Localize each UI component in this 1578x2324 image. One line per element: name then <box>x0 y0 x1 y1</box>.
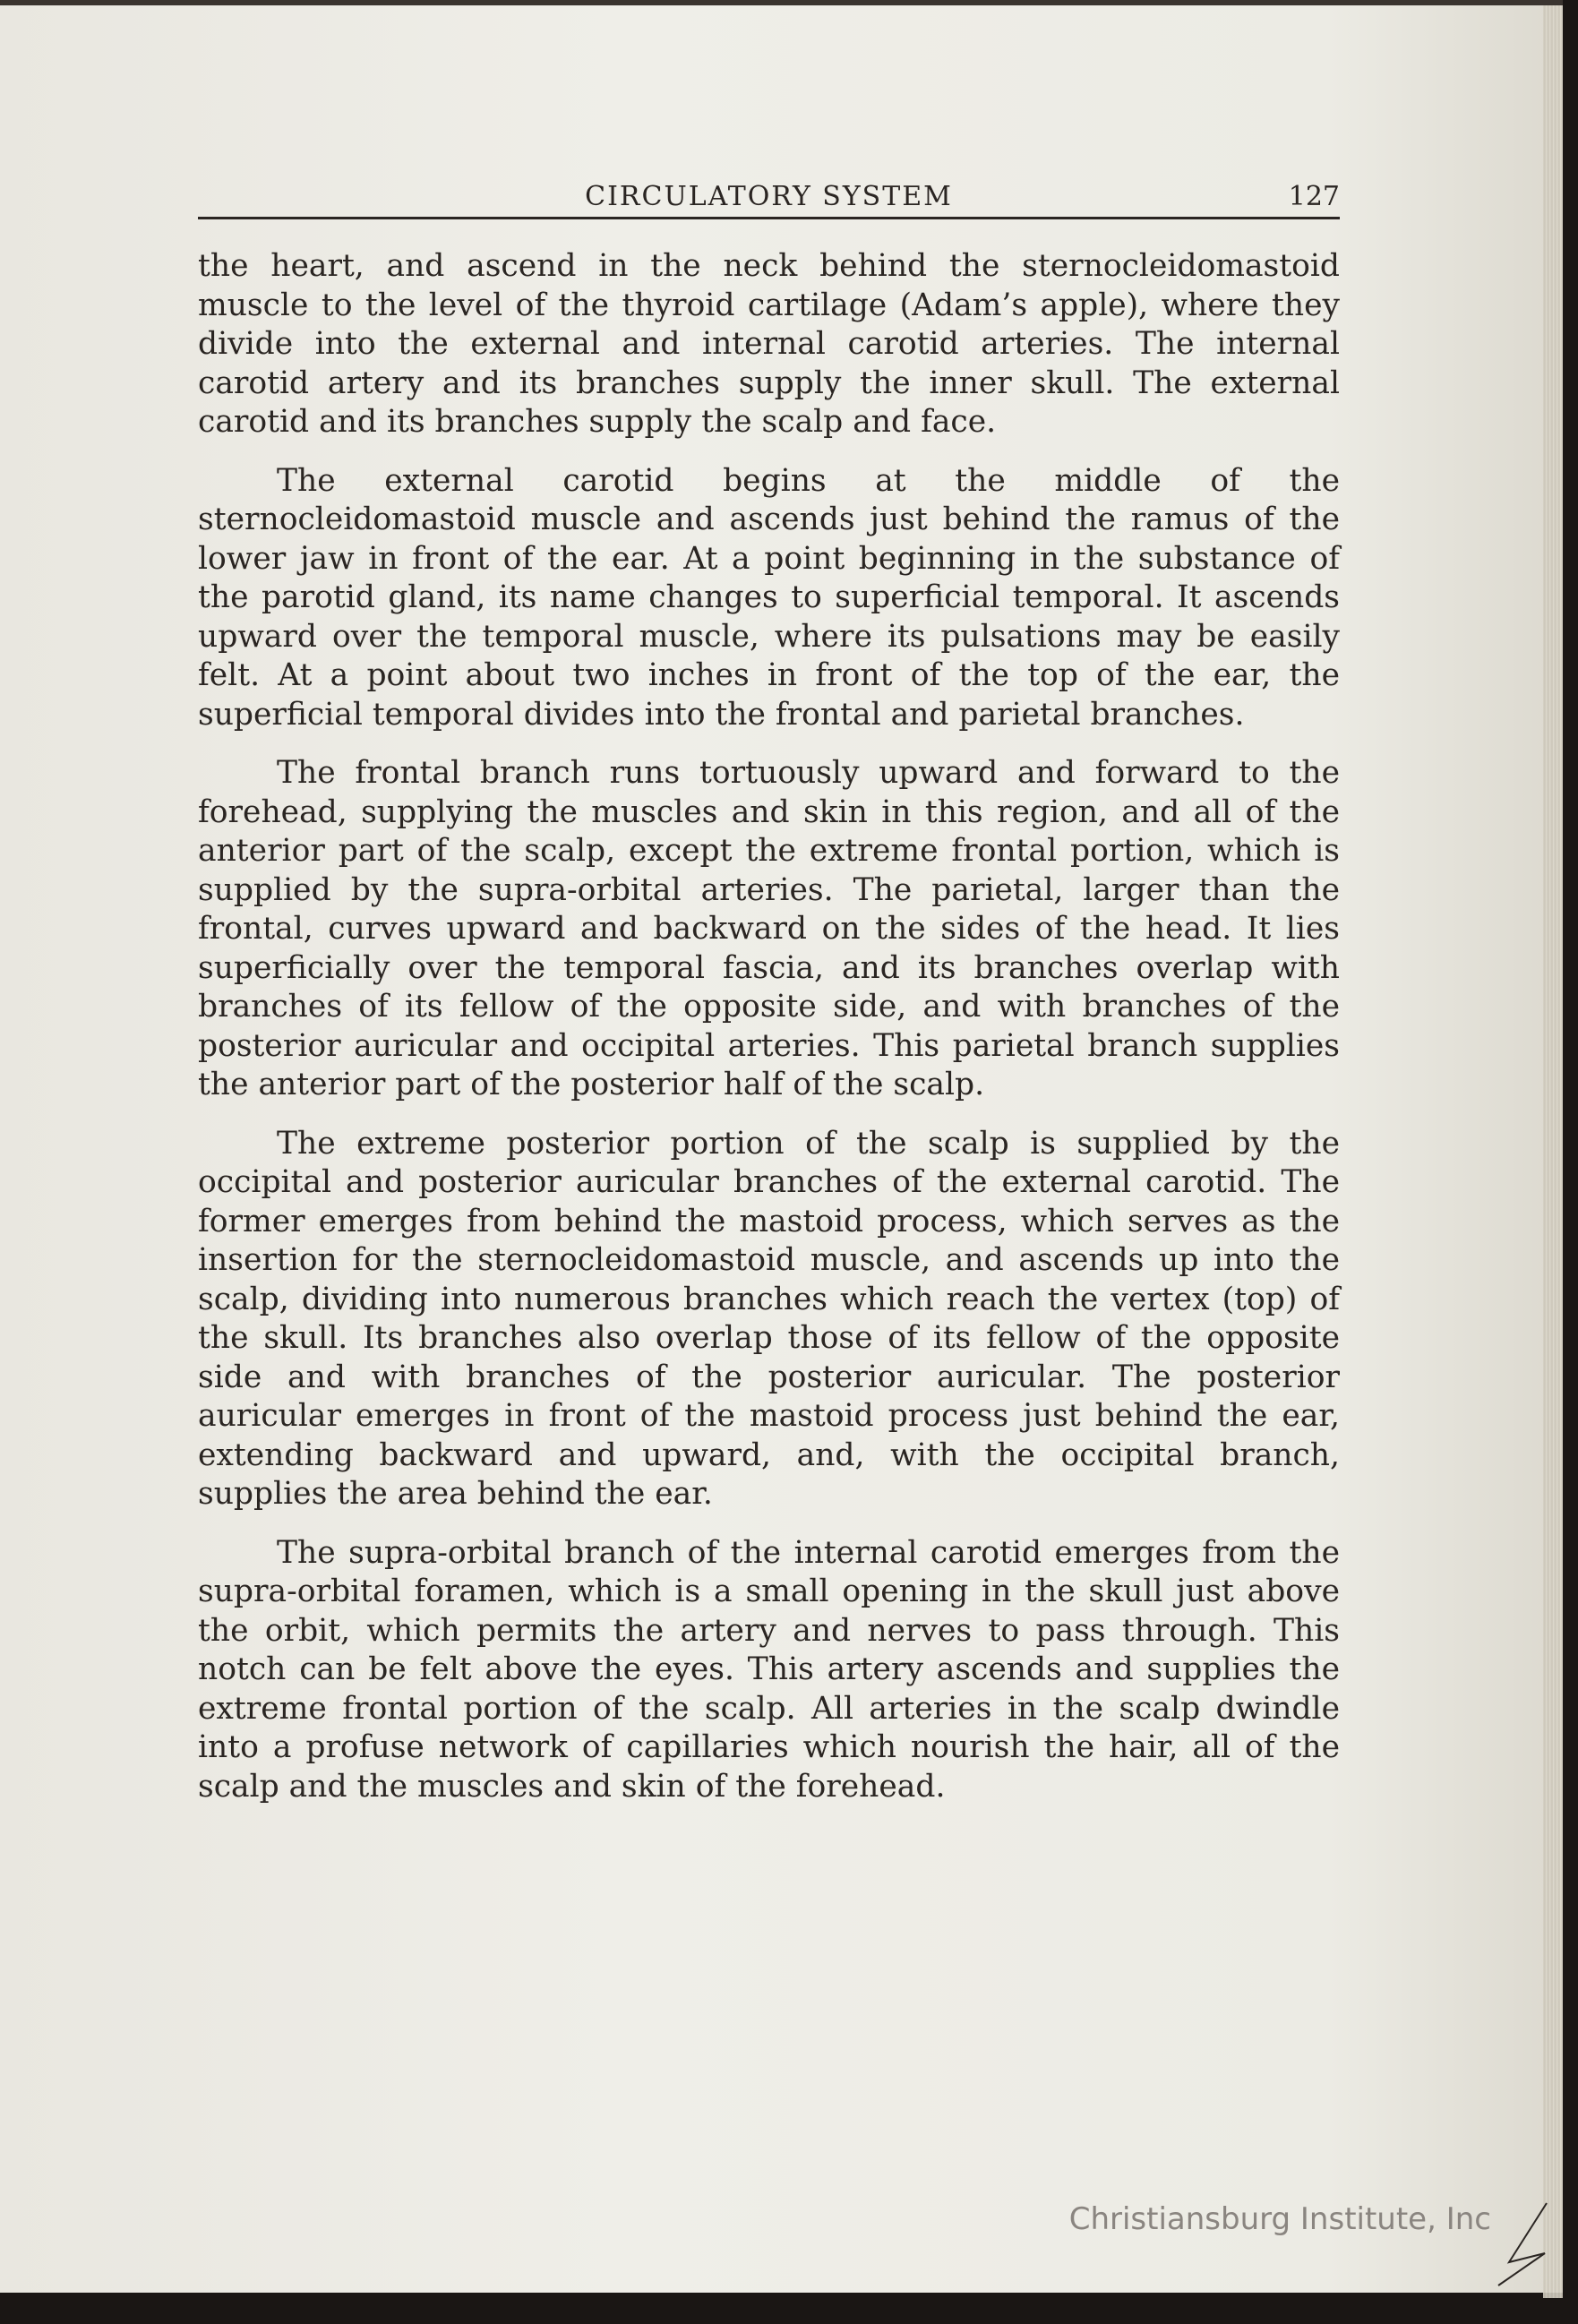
paragraph-4: The extreme posterior portion of the scalp is supplied by the occipital and posterior auricular branches of the external carotid. The former emerges from behind the mastoid process, which serves as the insertion for the sternocleidomastoid muscle, and ascends up into the scalp, dividing into numerous branches which reach the vertex (top) of the skull. Its branches also overlap those of its fellow of the opposite side and with branches of the posterior auricular. The posterior auricular emerges in front of the mastoid process just behind the ear, extending backward and upward, and, with the occipital branch, supplies the area behind the ear. <box>198 1125 1340 1512</box>
watermark-text: Christiansburg Institute, Inc <box>1068 2201 1491 2237</box>
page-edge <box>1543 5 1563 2298</box>
page-number: 127 <box>1288 181 1340 212</box>
paragraph-1: the heart, and ascend in the neck behind the sternocleidomastoid muscle to the level of the thyroid cartilage (Adam’s apple), where they divide into the external and internal carotid arteries. The internal carotid artery and its branches supply the inner skull. The external carotid and its branches supply the scalp and face. <box>198 248 1340 440</box>
running-head <box>198 181 1340 219</box>
paragraph-2: The external carotid begins at the middle of the sternocleidomastoid muscle and ascends just behind the ramus of the lower jaw in front of the ear. At a point beginning in the substance of the parotid gland, its name changes to superficial temporal. It ascends upward over the temporal muscle, where its pulsations may be easily felt. At a point about two inches in front of the top of the ear, the superficial temporal divides into the frontal and parietal branches. <box>198 462 1340 733</box>
paragraph-3: The frontal branch runs tortuously upward and forward to the forehead, supplying the muscles and skin in this region, and all of the anterior part of the scalp, except the extreme frontal portion, which is supplied by the supra-orbital arteries. The parietal, larger than the frontal, curves upward and backward on the sides of the head. It lies superficially over the temporal fascia, and its branches overlap with branches of its fellow of the opposite side, and with branches of the posterior auricular and occipital arteries. This parietal branch supplies the anterior part of the posterior half of the scalp. <box>198 755 1340 1102</box>
chapter-title: CIRCULATORY SYSTEM <box>585 181 953 212</box>
paragraph-5: The supra-orbital branch of the internal carotid emerges from the supra-orbital foramen, which is a small opening in the skull just above the orbit, which permits the artery and nerves to pass through. This notch can be felt above the eyes. This artery ascends and supplies the extreme frontal portion of the scalp. All arteries in the scalp dwindle into a profuse network of capillaries which nourish the hair, all of the scalp and the muscles and skin of the forehead. <box>198 1534 1340 1805</box>
body-text <box>198 247 1340 1826</box>
page-corner-tear-icon <box>1491 2200 1554 2289</box>
